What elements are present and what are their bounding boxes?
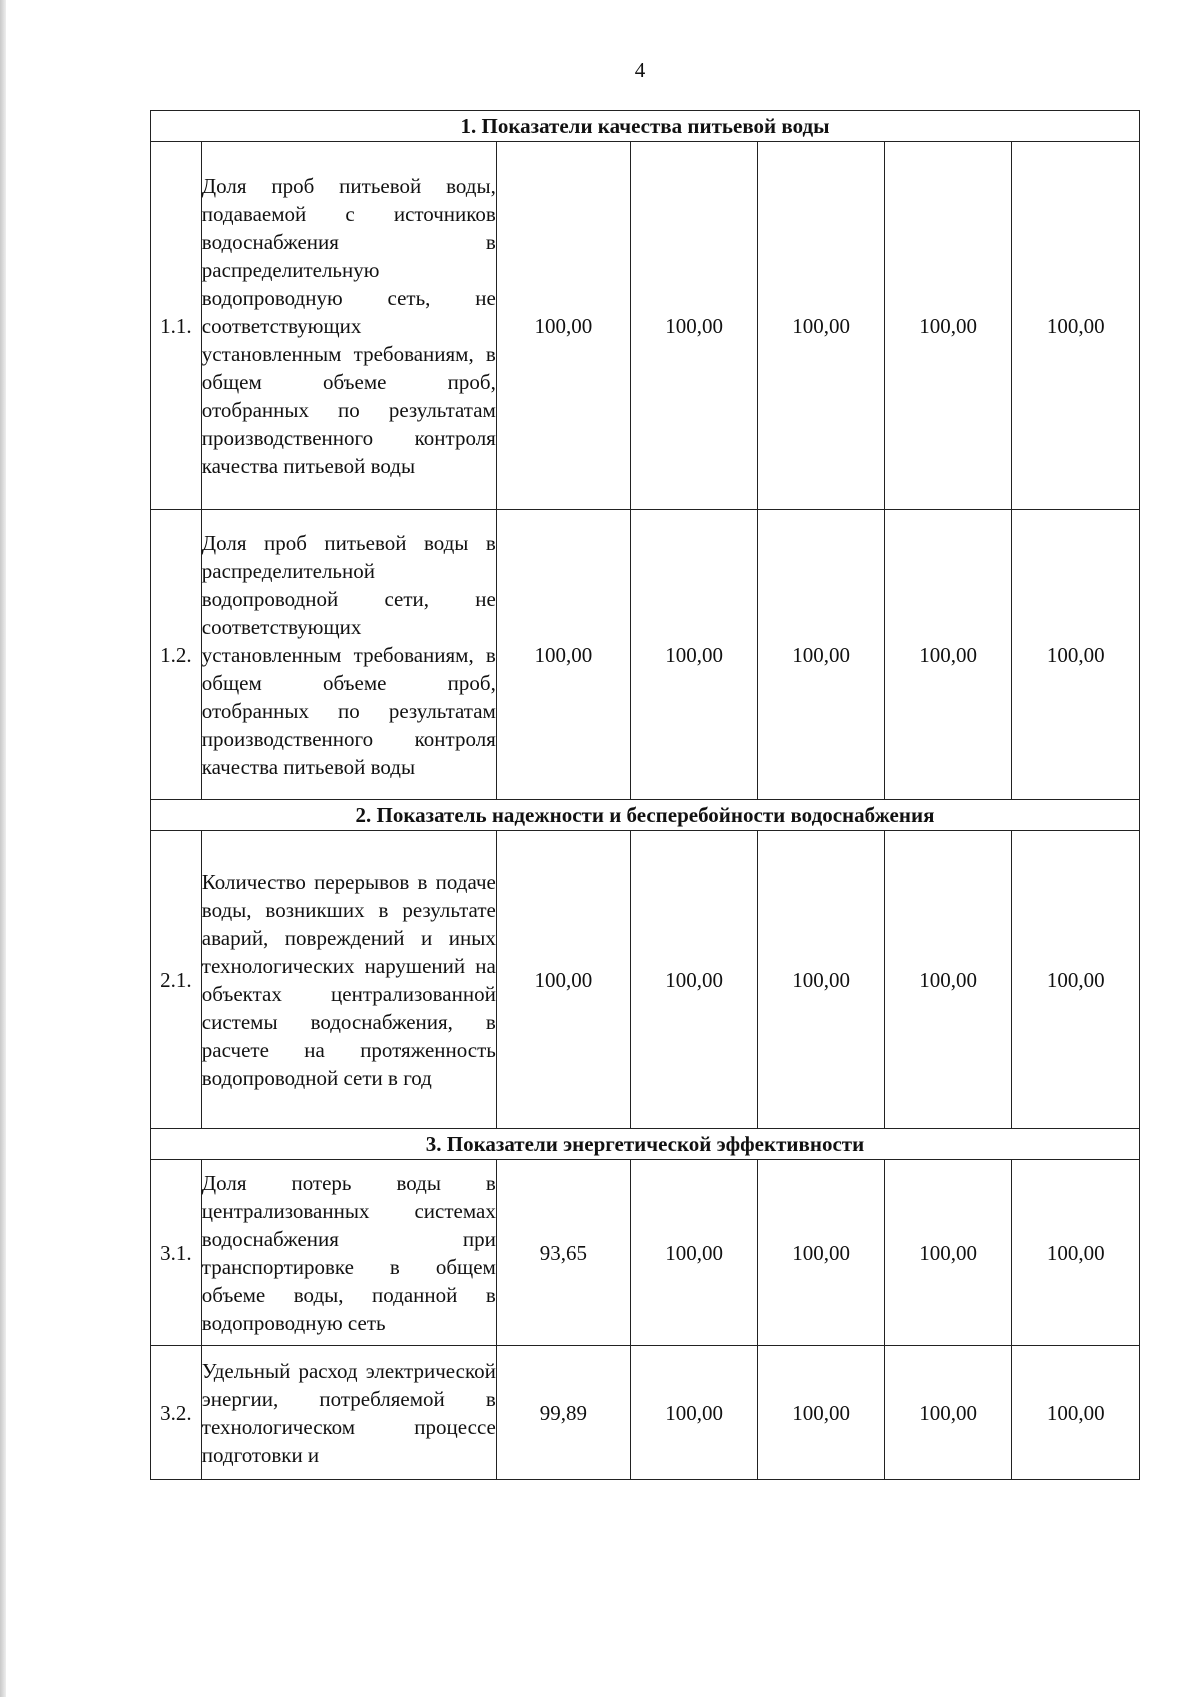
value-cell: 100,00: [496, 831, 630, 1129]
row-number: 3.2.: [151, 1346, 202, 1480]
row-number: 2.1.: [151, 831, 202, 1129]
value-cell: 100,00: [758, 831, 884, 1129]
value-cell: 93,65: [496, 1160, 630, 1346]
value-cell: 100,00: [630, 142, 758, 510]
value-cell: 100,00: [496, 142, 630, 510]
row-number: 1.1.: [151, 142, 202, 510]
value-cell: 100,00: [884, 1160, 1012, 1346]
value-cell: 100,00: [884, 1346, 1012, 1480]
table-row: [151, 1346, 1140, 1480]
indicators-table: [150, 110, 1140, 1480]
value-cell: 100,00: [630, 831, 758, 1129]
indicator-description: Доля проб питьевой воды в распределительной водопроводной сети, не соответствующих установленным требованиям, в общем объеме проб, отобранных по результатам производственного контроля качества питьевой воды: [201, 510, 496, 800]
section-header-row: [151, 800, 1140, 831]
value-cell: 100,00: [758, 1160, 884, 1346]
value-cell: 100,00: [1012, 1160, 1140, 1346]
scan-edge-shadow: [0, 0, 6, 1697]
section-title: 2. Показатель надежности и бесперебойности водоснабжения: [151, 800, 1140, 831]
indicator-description: Количество перерывов в подаче воды, возникших в результате аварий, повреждений и иных технологических нарушений на объектах централизованной системы водоснабжения, в расчете на протяженность водопроводной сети в год: [201, 831, 496, 1129]
value-cell: 100,00: [496, 510, 630, 800]
row-number: 1.2.: [151, 510, 202, 800]
value-cell: 100,00: [1012, 1346, 1140, 1480]
page-number: 4: [634, 58, 646, 82]
section-header-row: [151, 111, 1140, 142]
value-cell: 100,00: [758, 142, 884, 510]
indicator-description: Доля потерь воды в централизованных системах водоснабжения при транспортировке в общем объеме воды, поданной в водопроводную сеть: [201, 1160, 496, 1346]
value-cell: 100,00: [758, 1346, 884, 1480]
value-cell: 100,00: [630, 510, 758, 800]
value-cell: 100,00: [1012, 510, 1140, 800]
value-cell: 100,00: [884, 831, 1012, 1129]
table-row: [151, 831, 1140, 1129]
value-cell: 100,00: [630, 1160, 758, 1346]
section-title: 1. Показатели качества питьевой воды: [151, 111, 1140, 142]
table-row: [151, 510, 1140, 800]
value-cell: 100,00: [884, 142, 1012, 510]
value-cell: 100,00: [1012, 831, 1140, 1129]
indicator-description: Доля проб питьевой воды, подаваемой с источников водоснабжения в распределительную водопроводную сеть, не соответствующих установленным требованиям, в общем объеме проб, отобранных по результатам производственного контроля качества питьевой воды: [201, 142, 496, 510]
value-cell: 100,00: [758, 510, 884, 800]
table-row: [151, 142, 1140, 510]
section-title: 3. Показатели энергетической эффективности: [151, 1129, 1140, 1160]
section-header-row: [151, 1129, 1140, 1160]
row-number: 3.1.: [151, 1160, 202, 1346]
value-cell: 100,00: [630, 1346, 758, 1480]
indicator-description: Удельный расход электрической энергии, потребляемой в технологическом процессе подготовки и: [201, 1346, 496, 1480]
table-row: [151, 1160, 1140, 1346]
value-cell: 99,89: [496, 1346, 630, 1480]
value-cell: 100,00: [884, 510, 1012, 800]
value-cell: 100,00: [1012, 142, 1140, 510]
